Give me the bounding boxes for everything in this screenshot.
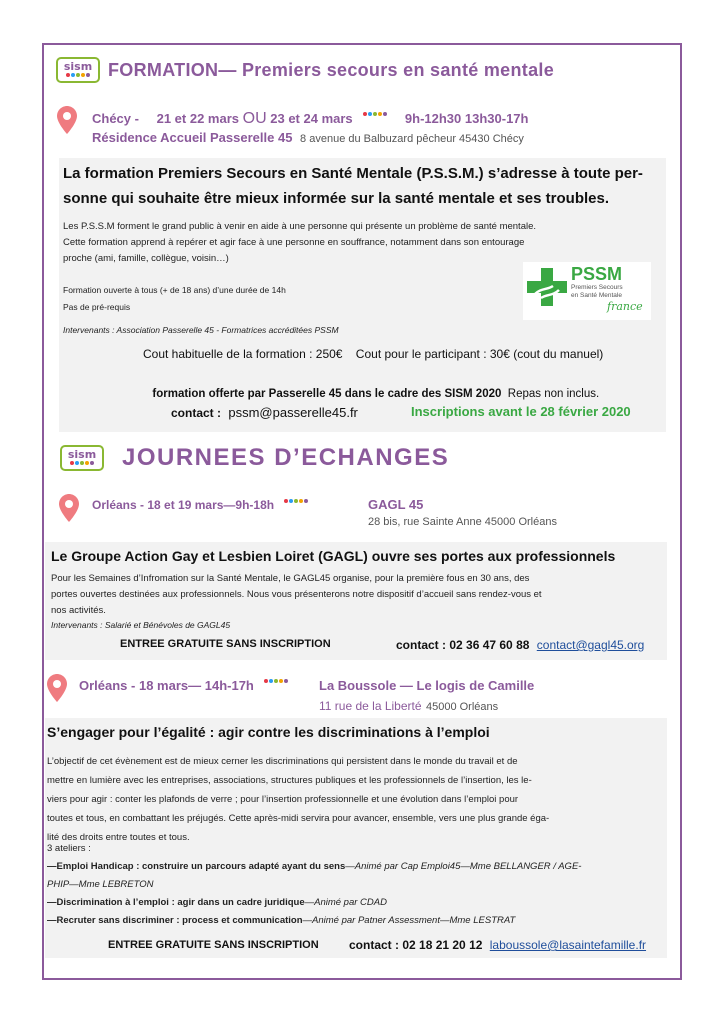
workshop-item: —Recruter sans discriminer : process et communication—Animé par Patner Assessment—Mme LESTRAT [47,915,516,926]
location-pin-icon [59,494,79,522]
event1-entry: ENTREE GRATUITE SANS INSCRIPTION [120,638,331,650]
event2-org: La Boussole — Le logis de Camille [319,678,535,693]
event1-body: Pour les Semaines d’Infromation sur la Santé Mentale, le GAGL45 organise, pour la première fous en 30 ans, des portes ouvertes destinées aux professionnels. Nous vous présenterons notre dispositif d’accueil sans rendez-vous et nos activités. [51,573,542,616]
color-dot [66,73,70,77]
registration-deadline: Inscriptions avant le 28 février 2020 [411,404,631,419]
color-dot [304,499,308,503]
formation-contact: contact : pssm@passerelle45.fr [171,405,358,420]
color-dot [75,461,79,465]
section1-title: FORMATION— Premiers secours en santé mentale [108,60,554,80]
formation-intro: Les P.S.S.M forment le grand public à venir en aide à une personne qui présente un problème de santé mentale. Cette formation apprend à repérer et agir face à une personne en souffrance, notamment dans son entourage proche (ami, famille, collègue, voisin…) [63,221,537,264]
sism-dots [62,461,102,467]
color-dot [264,679,268,683]
color-dot [86,73,90,77]
event1-address: 28 bis, rue Sainte Anne 45000 Orléans [368,516,557,528]
color-dot [294,499,298,503]
event2-email-link[interactable]: laboussole@lasaintefamille.fr [489,938,647,952]
color-dot [90,461,94,465]
color-dot [284,499,288,503]
dots-icon [263,679,288,694]
event2-address: 11 rue de la Liberté 45000 Orléans [319,699,499,713]
formation-offered: formation offerte par Passerelle 45 dans le cadre des SISM 2020 Repas non inclus. [152,388,600,400]
color-dot [81,73,85,77]
contact-email-link[interactable]: pssm@passerelle45.fr [228,405,358,420]
color-dot [274,679,278,683]
color-dot [299,499,303,503]
color-dot [71,73,75,77]
pssm-logo: PSSM Premiers Secours en Santé Mentale france [523,262,651,320]
color-dot [383,112,387,116]
color-dot [373,112,377,116]
formation-heading: La formation Premiers Secours en Santé Mentale (P.S.S.M.) s’adresse à toute per-sonne qui souhaite être mieux informée sur la santé mentale et ses troubles. [63,165,643,207]
event2-entry: ENTREE GRATUITE SANS INSCRIPTION [108,939,319,951]
event1-speakers: Intervenants : Salarié et Bénévoles de GAGL45 [51,620,231,630]
dots-icon [362,112,387,127]
sism-logo: sism [56,57,100,83]
workshop-item: —Discrimination à l’emploi : agir dans un cadre juridique—Animé par CDAD [47,897,387,908]
formation-cost: Cout habituelle de la formation : 250€ Cout pour le participant : 30€ (cout du manuel) [143,347,604,361]
event2-heading: S’engager pour l’égalité : agir contre les discriminations à l’emploi [47,724,490,740]
section1-venue-line: Résidence Accueil Passerelle 45 8 avenue du Balbuzard pêcheur 45430 Chécy [92,130,524,145]
color-dot [378,112,382,116]
event1-contact: contact : 02 36 47 60 88 contact@gagl45.org [396,638,645,652]
section2-title: JOURNEES D’ECHANGES [122,444,450,471]
formation-prereq: Pas de pré-requis [63,302,131,312]
sism-logo-2: sism [60,445,104,471]
location-pin-icon [57,106,77,134]
formation-open-to: Formation ouverte à tous (+ de 18 ans) d’une durée de 14h [63,285,286,295]
pssm-cross-icon [527,268,567,306]
color-dot [289,499,293,503]
workshop-item: —Emploi Handicap : construire un parcours adapté ayant du sens—Animé par Cap Emploi45—Mme BELLANGER / AGE- [47,861,582,872]
color-dot [269,679,273,683]
color-dot [363,112,367,116]
sism-dots [58,73,98,79]
color-dot [85,461,89,465]
event2-workshops: 3 ateliers : —Emploi Handicap : construire un parcours adapté ayant du sens—Animé par Cap Emploi45—Mme BELLANGER / AGE- PHIP—Mme LEBRETON —Discrimination à l’emploi : agir dans un cadre juridique—Animé par CDAD —Recruter sans discriminer : process et communication—Animé par Patner Assessment—Mme LESTRAT [47,840,661,930]
formation-speakers: Intervenants : Association Passerelle 45 - Formatrices accréditées PSSM [63,325,339,335]
color-dot [279,679,283,683]
color-dot [80,461,84,465]
event1-heading: Le Groupe Action Gay et Lesbien Loiret (GAGL) ouvre ses portes aux professionnels [51,548,616,564]
color-dot [284,679,288,683]
event2-when: Orléans - 18 mars— 14h-17h [79,678,294,694]
color-dot [368,112,372,116]
location-pin-icon [47,674,67,702]
event2-body: L’objectif de cet évènement est de mieux cerner les discriminations qui persistent dans le monde du travail et de mettre en lumière avec les entreprises, associations, structures publiques et les professionnels de l’insertion, les le- viers pour agir : conter les plafonds de verre ; pour l’insertion professionnelle et une évolution dans l’emploi pour toutes et tous, en combattant les préjugés. Cette après-midi servira pour avancer, ensemble, vers une plus grande éga- lité des droits entre toutes et tous. [47,756,550,843]
dots-icon [283,499,308,513]
event1-email-link[interactable]: contact@gagl45.org [536,638,645,652]
color-dot [76,73,80,77]
event2-contact: contact : 02 18 21 20 12 laboussole@lasaintefamille.fr [349,938,647,952]
section1-date-line: Chécy - 21 et 22 mars OU 23 et 24 mars 9h-12h30 13h30-17h [92,110,529,127]
event1-when: Orléans - 18 et 19 mars—9h-18h [92,498,314,513]
color-dot [70,461,74,465]
event1-org: GAGL 45 [368,497,424,512]
